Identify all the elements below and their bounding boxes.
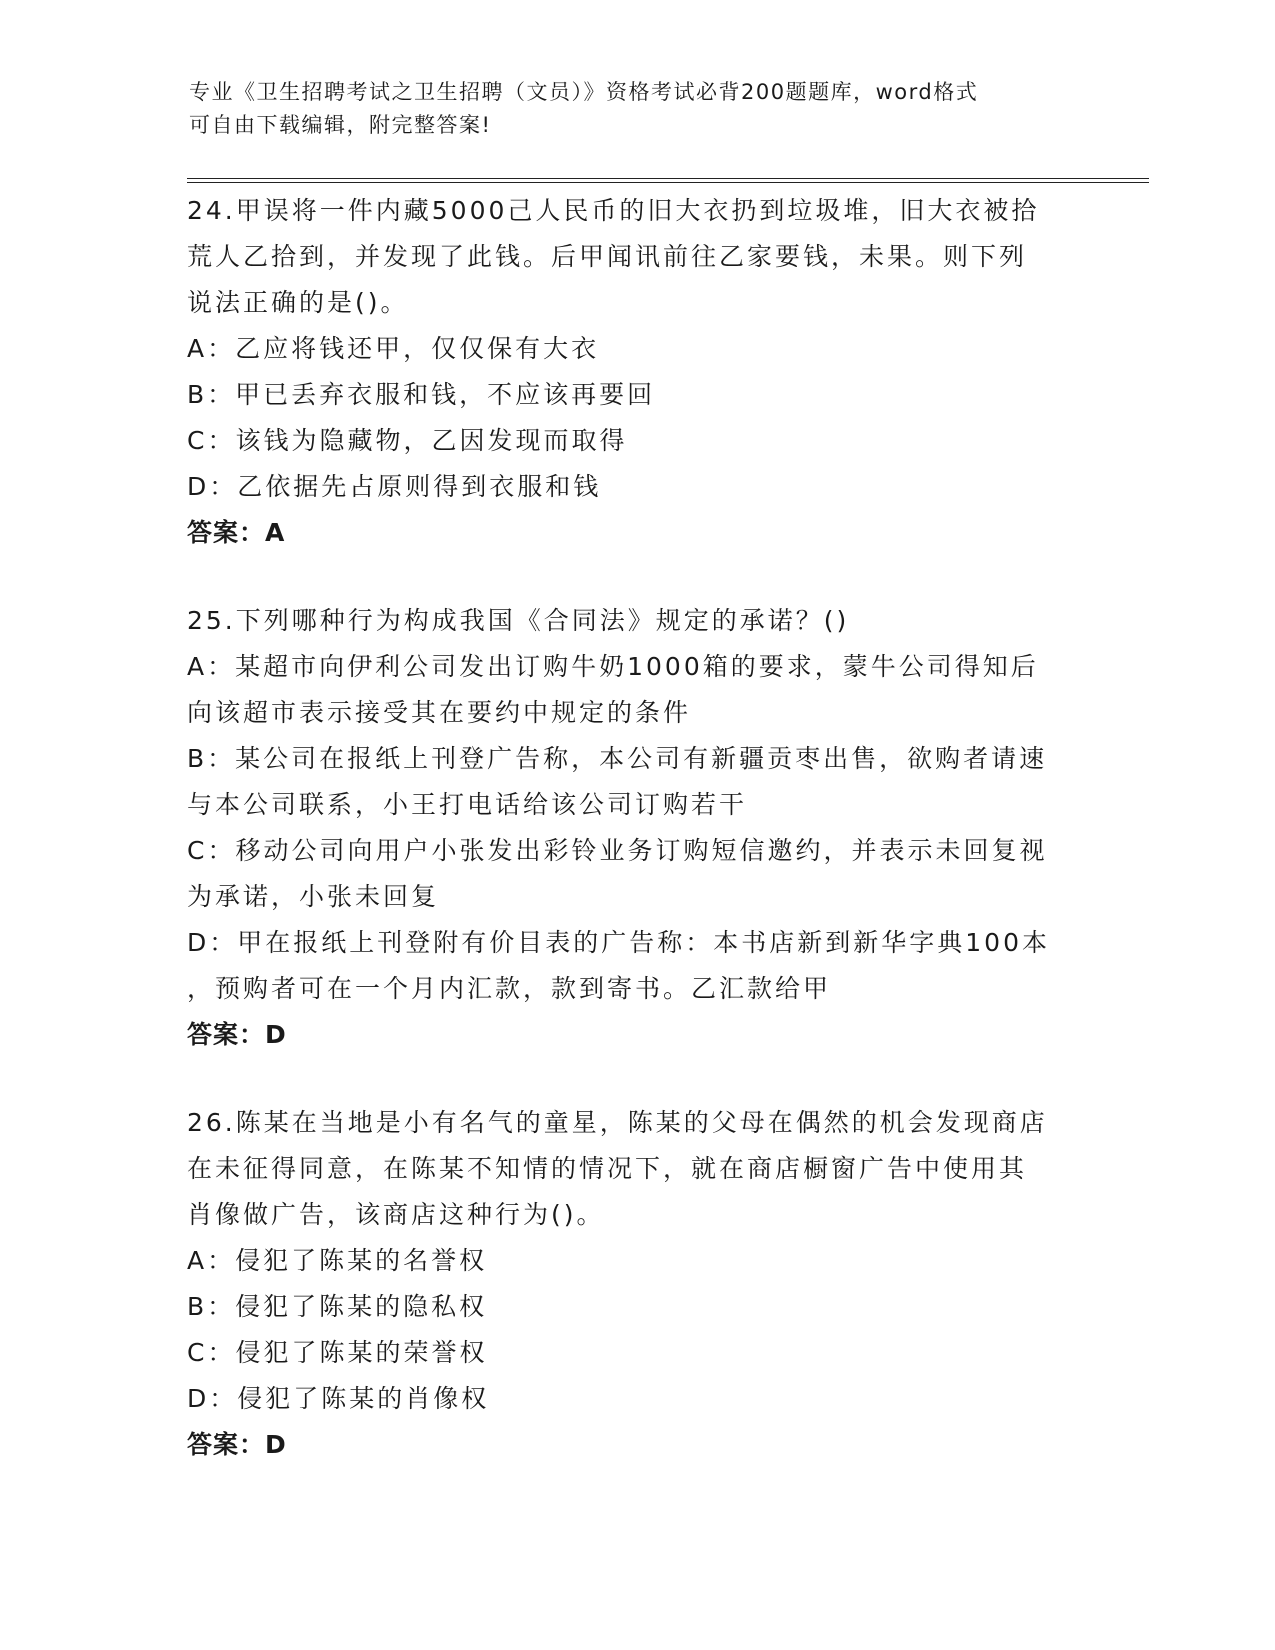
option-b: B：甲已丢弃衣服和钱，不应该再要回 — [187, 380, 656, 409]
question-25 — [187, 598, 1087, 1058]
question-list — [187, 188, 1087, 1510]
option-b: B：某公司在报纸上刊登广告称，本公司有新疆贡枣出售，欲购者请速 — [187, 744, 1048, 773]
option-c-continued: 为承诺，小张未回复 — [187, 882, 440, 911]
option-d-continued: ，预购者可在一个月内汇款，款到寄书。乙汇款给甲 — [187, 974, 832, 1003]
header-divider — [187, 178, 1149, 183]
option-c: C：移动公司向用户小张发出彩铃业务订购短信邀约，并表示未回复视 — [187, 836, 1048, 865]
option-d: D：侵犯了陈某的肖像权 — [187, 1384, 490, 1413]
question-text-line: 在未征得同意，在陈某不知情的情况下，就在商店橱窗广告中使用其 — [187, 1154, 1028, 1183]
option-d: D：乙依据先占原则得到衣服和钱 — [187, 472, 602, 501]
question-24 — [187, 188, 1087, 556]
option-a: A：乙应将钱还甲，仅仅保有大衣 — [187, 334, 600, 363]
option-b-continued: 与本公司联系，小王打电话给该公司订购若干 — [187, 790, 748, 819]
question-text-line: 24.甲误将一件内藏5000己人民币的旧大衣扔到垃圾堆，旧大衣被拾 — [187, 196, 1040, 225]
question-text-line: 说法正确的是()。 — [187, 288, 409, 317]
option-c: C：侵犯了陈某的荣誉权 — [187, 1338, 488, 1367]
answer: 答案：D — [187, 1020, 287, 1049]
question-26 — [187, 1100, 1087, 1468]
question-text-line: 25.下列哪种行为构成我国《合同法》规定的承诺？() — [187, 606, 850, 635]
question-text-line: 荒人乙拾到，并发现了此钱。后甲闻讯前往乙家要钱，未果。则下列 — [187, 242, 1028, 271]
option-a: A：侵犯了陈某的名誉权 — [187, 1246, 488, 1275]
question-text-line: 肖像做广告，该商店这种行为()。 — [187, 1200, 605, 1229]
header-line-1: 专业《卫生招聘考试之卫生招聘（文员）》资格考试必背200题题库，word格式 — [189, 80, 979, 104]
option-a-continued: 向该超市表示接受其在要约中规定的条件 — [187, 698, 692, 727]
answer: 答案：D — [187, 1430, 287, 1459]
document-header — [189, 76, 1089, 142]
question-text-line: 26.陈某在当地是小有名气的童星，陈某的父母在偶然的机会发现商店 — [187, 1108, 1048, 1137]
option-d: D：甲在报纸上刊登附有价目表的广告称：本书店新到新华字典100本 — [187, 928, 1050, 957]
option-c: C：该钱为隐藏物，乙因发现而取得 — [187, 426, 628, 455]
header-line-2: 可自由下载编辑，附完整答案! — [189, 113, 492, 137]
answer: 答案：A — [187, 518, 286, 547]
option-a: A：某超市向伊利公司发出订购牛奶1000箱的要求，蒙牛公司得知后 — [187, 652, 1039, 681]
option-b: B：侵犯了陈某的隐私权 — [187, 1292, 488, 1321]
